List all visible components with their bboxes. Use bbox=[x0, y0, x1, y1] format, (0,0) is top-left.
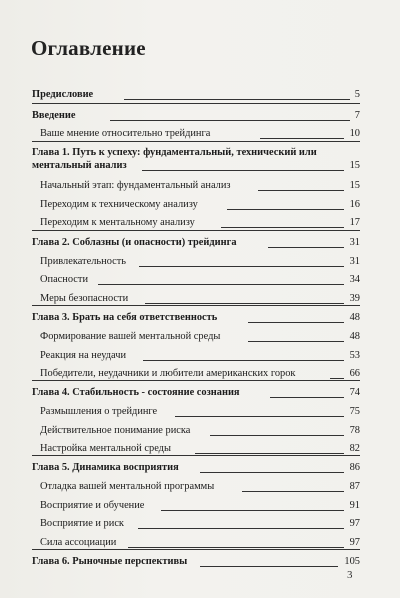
toc-leader-line bbox=[248, 322, 344, 323]
toc-entry-title: Реакция на неудачи bbox=[40, 350, 127, 361]
toc-entry-title: Формирование вашей ментальной среды bbox=[40, 331, 221, 342]
toc-leader-line bbox=[110, 120, 350, 121]
toc-leader-line bbox=[242, 491, 344, 492]
separator-line bbox=[32, 380, 360, 381]
toc-leader-line bbox=[124, 99, 350, 100]
separator-line bbox=[32, 305, 360, 306]
toc-chapter-entry[interactable] bbox=[32, 109, 360, 122]
toc-leader-line bbox=[142, 170, 344, 171]
toc-leader-line bbox=[200, 472, 344, 473]
toc-leader-line bbox=[268, 247, 344, 248]
toc-leader-line bbox=[138, 528, 344, 529]
toc-page-number: 87 bbox=[349, 481, 360, 492]
separator-line bbox=[32, 230, 360, 231]
toc-entry-title: Настройка ментальной среды bbox=[40, 443, 171, 454]
toc-entry-title: Ваше мнение относительно трейдинга bbox=[40, 128, 211, 139]
toc-leader-line bbox=[260, 138, 344, 139]
toc-leader-line bbox=[270, 397, 344, 398]
toc-section-entry[interactable] bbox=[40, 442, 360, 455]
toc-entry-title: Начальный этап: фундаментальный анализ bbox=[40, 180, 231, 191]
toc-section-entry[interactable] bbox=[40, 330, 360, 343]
toc-page-number: 91 bbox=[349, 500, 360, 511]
separator-line bbox=[32, 549, 360, 550]
toc-page-number: 105 bbox=[344, 556, 360, 567]
toc-leader-line bbox=[258, 190, 344, 191]
separator-line bbox=[32, 141, 360, 142]
toc-page-number: 15 bbox=[349, 180, 360, 191]
toc-page-number: 66 bbox=[349, 368, 360, 379]
toc-entry-title: Предисловие bbox=[32, 89, 94, 100]
toc-entry-title: Переходим к техническому анализу bbox=[40, 199, 198, 210]
toc-page-number: 86 bbox=[349, 462, 360, 473]
toc-leader-line bbox=[330, 378, 344, 379]
toc-page-number: 97 bbox=[349, 518, 360, 529]
toc-section-entry[interactable] bbox=[40, 367, 360, 380]
toc-entry-title: Сила ассоциации bbox=[40, 537, 117, 548]
toc-page-number: 75 bbox=[349, 406, 360, 417]
toc-entry-title: Глава 1. Путь к успеху: фундаментальный, технический или bbox=[32, 147, 317, 158]
toc-section-entry[interactable] bbox=[40, 216, 360, 229]
toc-entry-title: Глава 6. Рыночные перспективы bbox=[32, 556, 188, 567]
toc-section-entry[interactable] bbox=[40, 349, 360, 362]
toc-chapter-entry[interactable] bbox=[32, 386, 360, 399]
toc-section-entry[interactable] bbox=[40, 424, 360, 437]
toc-chapter-entry[interactable] bbox=[32, 88, 360, 101]
toc-chapter-entry[interactable] bbox=[32, 236, 360, 249]
toc-entry-title: Действительное понимание риска bbox=[40, 425, 191, 436]
toc-section-entry[interactable] bbox=[40, 517, 360, 530]
toc-page-number: 34 bbox=[349, 274, 360, 285]
toc-entry-title: Переходим к ментальному анализу bbox=[40, 217, 195, 228]
toc-entry-title: Привлекательность bbox=[40, 256, 127, 267]
toc-section-entry[interactable] bbox=[40, 405, 360, 418]
toc-chapter-entry[interactable] bbox=[32, 311, 360, 324]
toc-page-number: 97 bbox=[349, 537, 360, 548]
toc-page-number: 17 bbox=[349, 217, 360, 228]
toc-leader-line bbox=[227, 209, 344, 210]
toc-chapter-entry[interactable] bbox=[32, 146, 360, 159]
toc-entry-title: Меры безопасности bbox=[40, 293, 129, 304]
toc-leader-line bbox=[175, 416, 344, 417]
toc-entry-title: Отладка вашей ментальной программы bbox=[40, 481, 215, 492]
toc-entry-title: Глава 4. Стабильность - состояние сознания bbox=[32, 387, 240, 398]
toc-page-number: 7 bbox=[354, 110, 360, 121]
toc-page-number: 78 bbox=[349, 425, 360, 436]
toc-page-number: 53 bbox=[349, 350, 360, 361]
toc-section-entry[interactable] bbox=[40, 255, 360, 268]
toc-page-number: 82 bbox=[349, 443, 360, 454]
toc-section-entry[interactable] bbox=[40, 292, 360, 305]
toc-chapter-entry[interactable] bbox=[32, 461, 360, 474]
toc-section-entry[interactable] bbox=[40, 536, 360, 549]
toc-page-number: 5 bbox=[354, 89, 360, 100]
separator-line bbox=[32, 103, 360, 104]
toc-page-number: 16 bbox=[349, 199, 360, 210]
toc-section-entry[interactable] bbox=[40, 127, 360, 140]
toc-entry-title: Восприятие и риск bbox=[40, 518, 124, 529]
toc-entry-title: ментальный анализ bbox=[32, 160, 127, 171]
toc-section-entry[interactable] bbox=[40, 480, 360, 493]
toc-page-number: 48 bbox=[349, 331, 360, 342]
toc-leader-line bbox=[195, 453, 344, 454]
toc-page-number: 15 bbox=[349, 160, 360, 171]
toc-section-entry[interactable] bbox=[40, 198, 360, 211]
toc-leader-line bbox=[139, 266, 344, 267]
toc-entry-title: Глава 3. Брать на себя ответственность bbox=[32, 312, 218, 323]
toc-leader-line bbox=[248, 341, 344, 342]
toc-section-entry[interactable] bbox=[40, 179, 360, 192]
toc-entry-title: Глава 2. Соблазны (и опасности) трейдинга bbox=[32, 237, 237, 248]
toc-leader-line bbox=[200, 566, 338, 567]
toc-leader-line bbox=[210, 435, 344, 436]
toc-leader-line bbox=[128, 547, 344, 548]
toc-section-entry[interactable] bbox=[40, 273, 360, 286]
toc-leader-line bbox=[161, 510, 344, 511]
toc-entry-title: Опасности bbox=[40, 274, 89, 285]
separator-line bbox=[32, 455, 360, 456]
toc-entry-title: Размышления о трейдинге bbox=[40, 406, 158, 417]
toc-page-number: 31 bbox=[349, 237, 360, 248]
toc-page-number: 10 bbox=[349, 128, 360, 139]
toc-page-number: 39 bbox=[349, 293, 360, 304]
toc-entry-title: Глава 5. Динамика восприятия bbox=[32, 462, 179, 473]
toc-chapter-entry[interactable] bbox=[32, 555, 360, 568]
page-number: 3 bbox=[347, 569, 353, 581]
page-title: Оглавление bbox=[31, 36, 146, 60]
toc-page-number: 48 bbox=[349, 312, 360, 323]
toc-page-number: 31 bbox=[349, 256, 360, 267]
toc-entry-title: Восприятие и обучение bbox=[40, 500, 145, 511]
toc-entry-title: Победители, неудачники и любители американских горок bbox=[40, 368, 296, 379]
toc-section-entry[interactable] bbox=[40, 499, 360, 512]
toc-leader-line bbox=[145, 303, 344, 304]
toc-leader-line bbox=[98, 284, 344, 285]
toc-leader-line bbox=[143, 360, 344, 361]
toc-entry-title: Введение bbox=[32, 110, 76, 121]
toc-leader-line bbox=[221, 227, 344, 228]
toc-chapter-entry[interactable] bbox=[32, 159, 360, 172]
toc-page-number: 74 bbox=[349, 387, 360, 398]
